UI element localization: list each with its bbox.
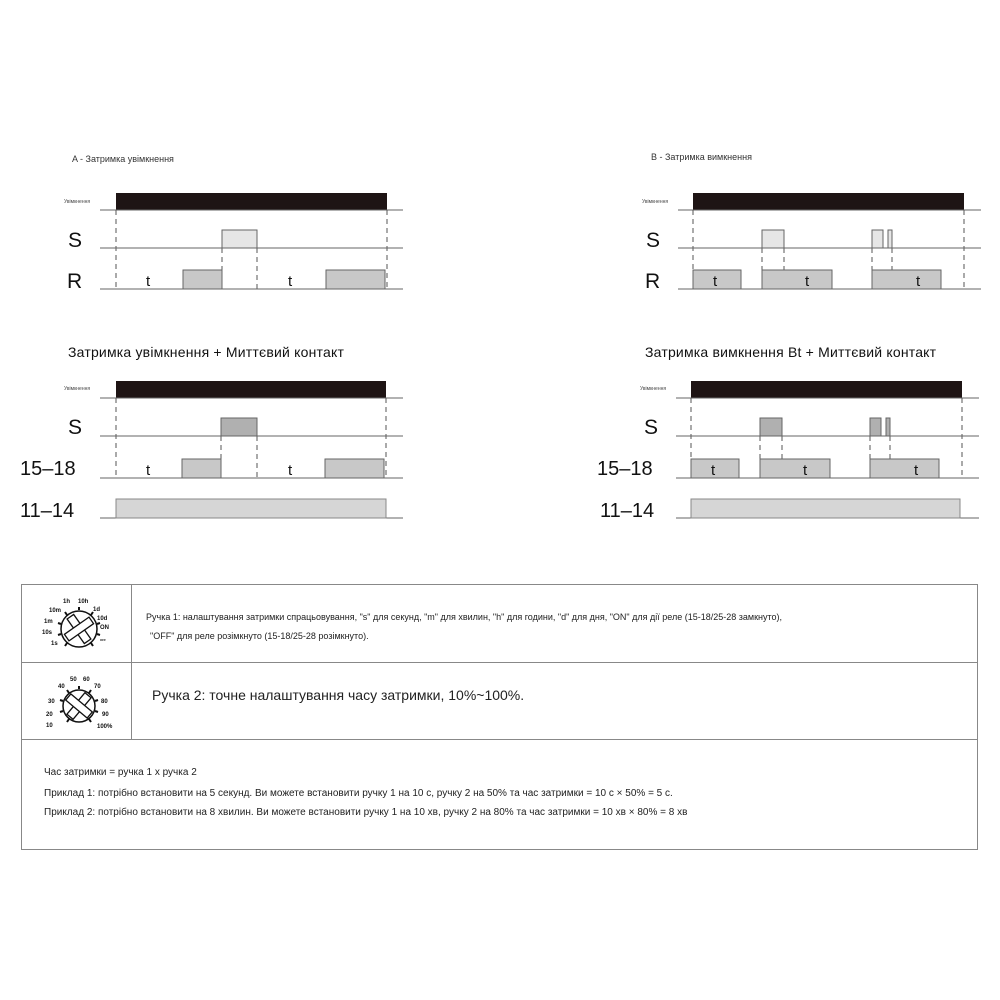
knob2-scale-label: 90 (102, 712, 109, 718)
t-label: t (146, 273, 151, 290)
knob2-row (22, 662, 977, 740)
knob1-scale-label: 1d (93, 607, 101, 613)
1518-pulse (760, 459, 830, 478)
knob1-scale-label: 1h (63, 599, 71, 605)
knob1-scale-label: OFF (100, 638, 106, 642)
diagram-d-title: Затримка вимкнення Bt + Миттєвий контакт (645, 344, 937, 360)
diagram-a-s-label: S (68, 229, 83, 252)
knob2-scale-label: 70 (94, 684, 101, 690)
1518-pulse (182, 459, 221, 478)
t-label: t (805, 273, 810, 290)
diagram-b-power-label: Увімкнення (642, 199, 669, 205)
knob1-dial-icon (34, 593, 124, 657)
knob1-scale-label: 1s (51, 641, 58, 647)
knob1-scale-label: 10m (49, 608, 62, 614)
knob1-scale-label: 10s (42, 630, 53, 636)
diagram-b-waveform (678, 190, 988, 300)
power-bar (116, 381, 386, 398)
diagram-c-power-label: Увімкнення (64, 386, 91, 392)
diagram-a-title: A - Затримка увімкнення (72, 154, 174, 164)
diagram-b-r-label: R (645, 270, 661, 293)
knob1-scale-label: 1m (44, 619, 53, 625)
diagram-c-s-label: S (68, 416, 83, 439)
s-pulse (221, 418, 257, 436)
power-bar (116, 193, 387, 210)
s-pulse (872, 230, 883, 248)
formula-line: Час затримки = ручка 1 х ручка 2 (44, 767, 197, 778)
diagram-c-1518-label: 15–18 (20, 458, 76, 480)
diagram-d-1518-label: 15–18 (597, 458, 653, 480)
s-pulse (760, 418, 782, 436)
s-pulse (762, 230, 784, 248)
formula-section (22, 739, 977, 849)
1518-pulse (325, 459, 384, 478)
knob2-scale-label: 80 (101, 699, 108, 705)
r-pulse (872, 270, 941, 289)
knob2-scale-label: 40 (58, 684, 65, 690)
example-2: Приклад 2: потрібно встановити на 8 хвилин. Ви можете встановити ручку 1 на 10 хв, ручку 2 на 80% та час затримки = 10 хв × 80% = 8 хв (44, 807, 688, 818)
knob1-description-line1: Ручка 1: налаштування затримки спрацьовування, "s" для секунд, "m" для хвилин, "h" для години, "d" для дня, "ON" для дії реле (15-18/25-28 замкнуто), (146, 612, 783, 622)
t-label: t (711, 462, 716, 479)
t-label: t (288, 273, 293, 290)
diagram-d-waveform (676, 378, 986, 524)
s-pulse (222, 230, 257, 248)
knob2-scale-label: 20 (46, 712, 53, 718)
knob1-scale-label: 10h (78, 599, 89, 605)
diagram-c-title: Затримка увімкнення + Миттєвий контакт (68, 344, 345, 360)
knob2-scale-label: 100% (97, 724, 113, 730)
diagram-a-waveform (100, 190, 410, 300)
knob2-scale-label: 50 (70, 677, 77, 683)
t-label: t (288, 462, 293, 479)
diagram-d-s-label: S (644, 416, 659, 439)
diagram-b-s-label: S (646, 229, 661, 252)
diagram-d-power-label: Увімкнення (640, 386, 667, 392)
diagram-d-1114-label: 11–14 (600, 500, 655, 522)
diagram-b-title: B - Затримка вимкнення (651, 152, 752, 162)
diagram-c-1114-label: 11–14 (20, 500, 75, 522)
t-label: t (914, 462, 919, 479)
t-label: t (713, 273, 718, 290)
diagram-a-r-label: R (67, 270, 83, 293)
power-bar (693, 193, 964, 210)
knob2-scale-label: 60 (83, 677, 90, 683)
example-1: Приклад 1: потрібно встановити на 5 секунд. Ви можете встановити ручку 1 на 10 с, ручку 2 на 50% та час затримки = 10 с × 50% = 5 с. (44, 788, 673, 799)
r-pulse (762, 270, 832, 289)
power-bar (691, 381, 962, 398)
r-pulse (326, 270, 385, 289)
1114-pulse (691, 499, 960, 518)
1114-pulse (116, 499, 386, 518)
r-pulse (183, 270, 222, 289)
knob2-description: Ручка 2: точне налаштування часу затримки, 10%~100%. (152, 687, 525, 703)
knob2-dial-icon (34, 670, 124, 734)
info-table (21, 584, 978, 850)
knob2-scale-label: 10 (46, 723, 53, 729)
knob2-scale-label: 30 (48, 699, 55, 705)
s-pulse (888, 230, 892, 248)
diagram-c-waveform (100, 378, 410, 524)
knob1-scale-label: ON (100, 625, 109, 631)
s-pulse (886, 418, 890, 436)
diagram-a-power-label: Увімкнення (64, 199, 91, 205)
knob1-description-line2: "OFF" для реле розімкнуто (15-18/25-28 розімкнуто). (150, 631, 369, 641)
1518-pulse (870, 459, 939, 478)
knob1-scale-label: 10d (97, 616, 108, 622)
s-pulse (870, 418, 881, 436)
knob1-row (22, 585, 977, 663)
t-label: t (916, 273, 921, 290)
t-label: t (803, 462, 808, 479)
t-label: t (146, 462, 151, 479)
